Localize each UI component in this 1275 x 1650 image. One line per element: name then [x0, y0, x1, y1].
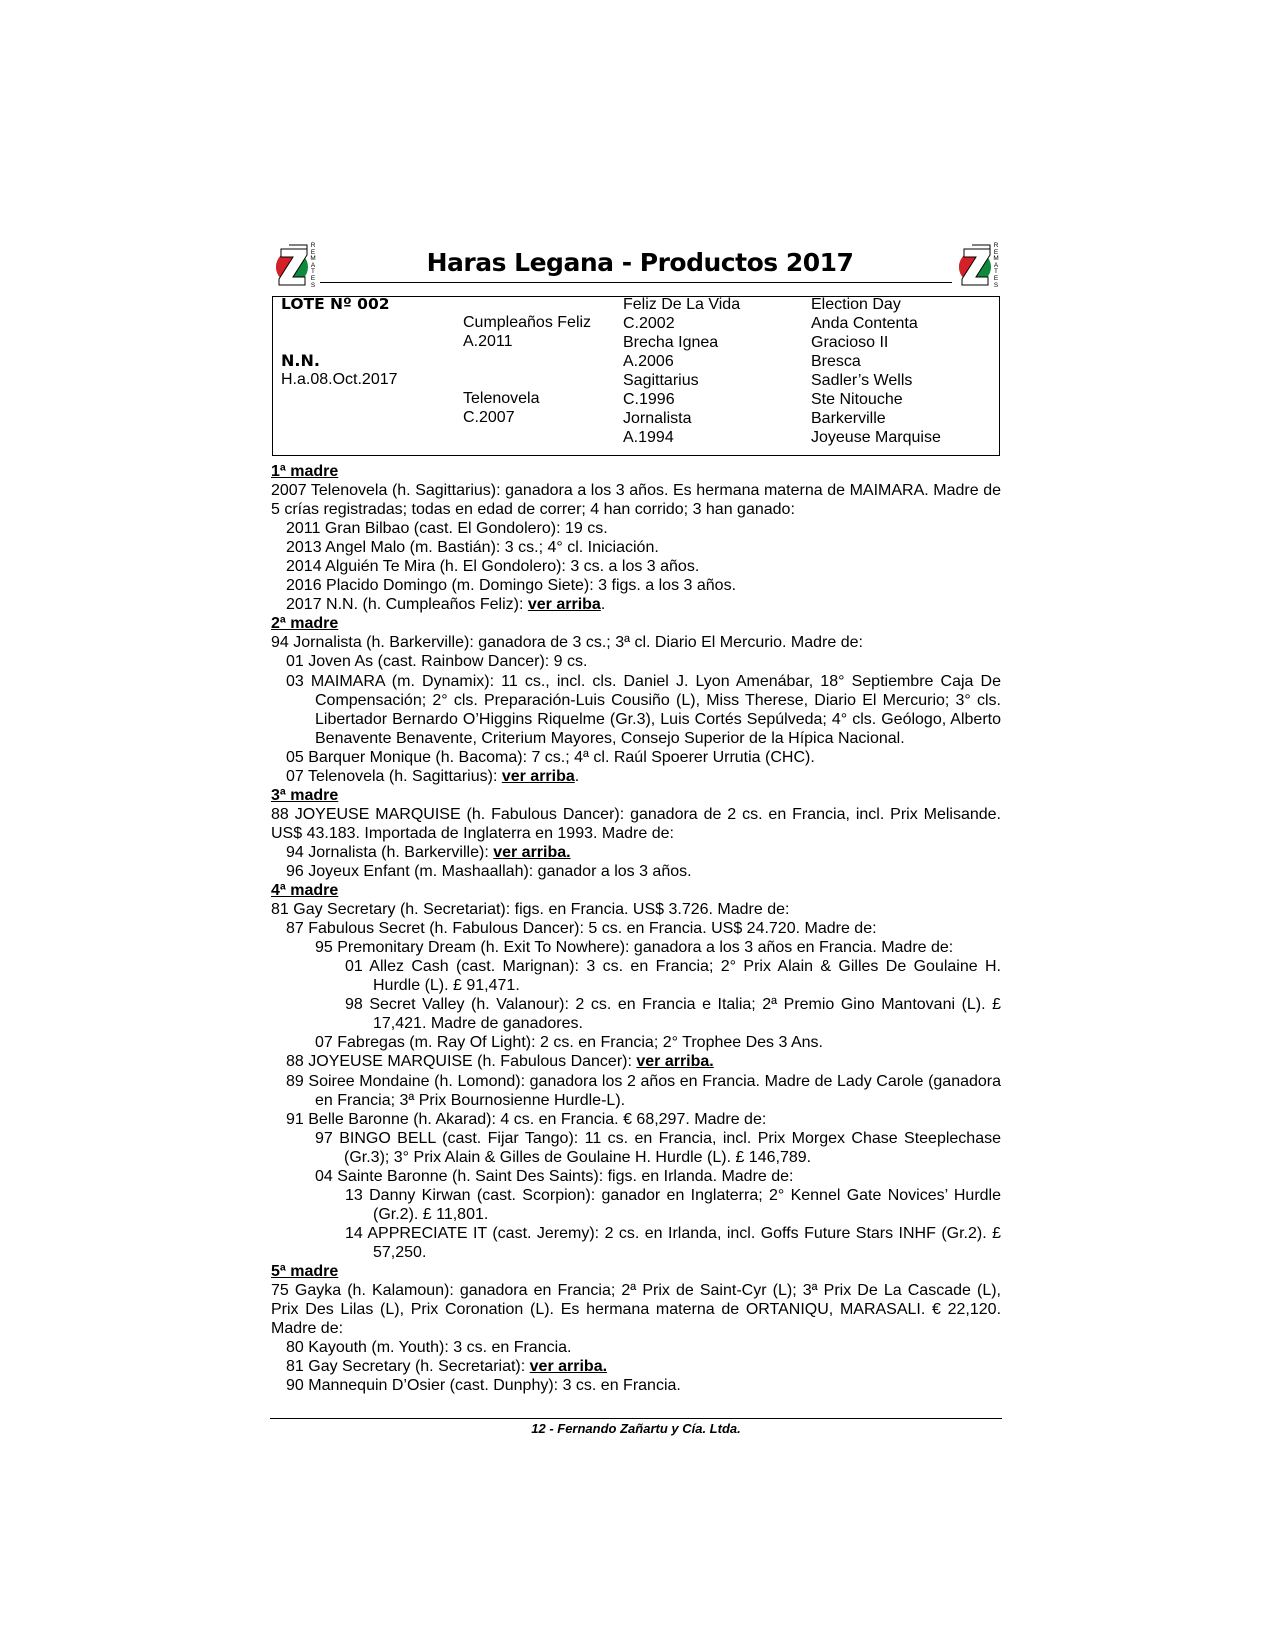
family-entry: 01 Joven As (cast. Rainbow Dancer): 9 cs.	[286, 653, 588, 671]
logo-left	[271, 243, 323, 287]
dam-year: C.2007	[463, 409, 515, 426]
grandparent-year: A.2006	[623, 353, 674, 370]
family-entry: 13 Danny Kirwan (cast. Scorpion): ganador en Inglaterra; 2° Kennel Gate Novices’ Hurdle (Gr.2). £ 11,801.	[345, 1186, 1001, 1223]
family-entry: 05 Barquer Monique (h. Bacoma): 7 cs.; 4ª cl. Raúl Spoerer Urrutia (CHC).	[286, 748, 815, 766]
horse-name: N.N.	[281, 351, 320, 370]
logo-vertical-text: R E M A T E S	[993, 242, 999, 289]
family-entry: 95 Premonitary Dream (h. Exit To Nowhere): ganadora a los 3 años en Francia. Madre de:	[315, 939, 954, 957]
family-entry: 07 Fabregas (m. Ray Of Light): 2 cs. en Francia; 2° Trophee Des 3 Ans.	[315, 1034, 823, 1052]
family-entry: 2014 Alguién Te Mira (h. El Gondolero): 3 cs. a los 3 años.	[286, 558, 700, 576]
family-entry: 07 Telenovela (h. Sagittarius): ver arriba.	[286, 767, 580, 785]
great-grandparent: Gracioso II	[811, 334, 889, 351]
family-entry: 14 APPRECIATE IT (cast. Jeremy): 2 cs. en Irlanda, incl. Goffs Future Stars INHF (Gr.2). £ 57,250.	[345, 1224, 1002, 1261]
family-entry: 2016 Placido Domingo (m. Domingo Siete): 3 figs. a los 3 años.	[286, 577, 737, 595]
page-title: Haras Legana - Productos 2017	[426, 248, 854, 277]
family-entry: 2013 Angel Malo (m. Bastián): 3 cs.; 4° cl. Iniciación.	[286, 539, 659, 557]
grandparent-name: Feliz De La Vida	[623, 296, 741, 313]
family-entry: 98 Secret Valley (h. Valanour): 2 cs. en Francia e Italia; 2ª Premio Gino Mantovani (L). £ 17,421. Madre de ganadores.	[345, 996, 1002, 1033]
family-entry: 01 Allez Cash (cast. Marignan): 3 cs. en Francia; 2° Prix Alain & Gilles De Goulaine H. Hurdle (L). £ 91,471.	[345, 958, 1002, 995]
family-entry: 96 Joyeux Enfant (m. Mashaallah): ganador a los 3 años.	[286, 862, 692, 880]
logo-vertical-text: R E M A T E S	[310, 242, 316, 289]
great-grandparent: Ste Nitouche	[811, 391, 903, 408]
family-entry: 97 BINGO BELL (cast. Fijar Tango): 11 cs. en Francia, incl. Prix Morgex Chase Steeplechase (Gr.3); 3° Prix Alain & Gilles de Goulaine H. Hurdle (L). £ 146,789.	[315, 1129, 1001, 1166]
sire-name: Cumpleaños Feliz	[463, 314, 592, 331]
pedigree-table	[272, 296, 1000, 456]
family-entry: 81 Gay Secretary (h. Secretariat): ver arriba.	[286, 1358, 608, 1376]
section-heading: 4ª madre	[271, 882, 339, 900]
great-grandparent: Bresca	[811, 353, 861, 370]
horse-birth: H.a.08.Oct.2017	[281, 371, 398, 388]
family-entry: 94 Jornalista (h. Barkerville): ganadora de 3 cs.; 3ª cl. Diario El Mercurio. Madre de:	[271, 634, 863, 652]
family-entry: 2011 Gran Bilbao (cast. El Gondolero): 19 cs.	[286, 520, 608, 538]
family-entry: 2007 Telenovela (h. Sagittarius): ganadora a los 3 años. Es hermana materna de MAIMARA. Madre de 5 crías registradas; todas en edad de correr; 4 han corrido; 3 han ganado:	[271, 482, 1002, 519]
grandparent-year: C.2002	[623, 315, 675, 332]
lot-number: LOTE Nº 002	[281, 295, 390, 313]
great-grandparent: Joyeuse Marquise	[811, 429, 941, 446]
family-entry: 88 JOYEUSE MARQUISE (h. Fabulous Dancer): ver arriba.	[286, 1053, 714, 1071]
sire-year: A.2011	[463, 333, 513, 350]
zz-logo-mark	[958, 243, 992, 287]
section-heading: 3ª madre	[271, 786, 339, 804]
great-grandparent: Anda Contenta	[811, 315, 918, 332]
grandparent-name: Sagittarius	[623, 372, 699, 389]
family-entry: 87 Fabulous Secret (h. Fabulous Dancer): 5 cs. en Francia. US$ 24.720. Madre de:	[286, 920, 877, 938]
zz-logo-mark	[275, 243, 309, 287]
great-grandparent: Election Day	[811, 296, 901, 313]
family-entry: 91 Belle Baronne (h. Akarad): 4 cs. en Francia. € 68,297. Madre de:	[286, 1110, 767, 1128]
family-entry: 04 Sainte Baronne (h. Saint Des Saints): figs. en Irlanda. Madre de:	[315, 1167, 794, 1185]
section-heading: 5ª madre	[271, 1262, 339, 1280]
family-entry: 2017 N.N. (h. Cumpleaños Feliz): ver arriba.	[286, 596, 606, 614]
family-entry: 75 Gayka (h. Kalamoun): ganadora en Francia; 2ª Prix de Saint-Cyr (L); 3ª Prix De La Cascade (L), Prix Des Lilas (L), Prix Coronation (L). Es hermana materna de ORTANIQU, MARASALI. € 22,120. Madre de:	[271, 1282, 1002, 1338]
title-divider	[320, 282, 952, 283]
logo-right	[954, 243, 1006, 287]
footer-divider	[270, 1418, 1002, 1419]
section-heading: 1ª madre	[271, 463, 339, 480]
grandparent-name: Jornalista	[623, 410, 692, 427]
section-heading: 2ª madre	[271, 615, 339, 633]
family-narrative	[271, 462, 1001, 1395]
family-entry: 80 Kayouth (m. Youth): 3 cs. en Francia.	[286, 1339, 572, 1357]
family-entry: 88 JOYEUSE MARQUISE (h. Fabulous Dancer): ganadora de 2 cs. en Francia, incl. Prix Melisande. US$ 43.183. Importada de Inglaterra en 1993. Madre de:	[271, 805, 1001, 842]
grandparent-year: C.1996	[623, 391, 675, 408]
family-entry: 89 Soiree Mondaine (h. Lomond): ganadora los 2 años en Francia. Madre de Lady Carole (ganadora en Francia; 3ª Prix Bournosienne Hurdle-L).	[286, 1072, 1002, 1109]
page-footer: 12 - Fernando Zañartu y Cía. Ltda.	[531, 1421, 741, 1436]
family-entry: 94 Jornalista (h. Barkerville): ver arriba.	[286, 843, 571, 861]
family-entry: 03 MAIMARA (m. Dynamix): 11 cs., incl. cls. Daniel J. Lyon Amenábar, 18° Septiembre Caja De Compensación; 2° cls. Preparación-Luis Cousiño (L), Miss Therese, Diario El Mercurio; 3° cls. Libertador Bernardo O’Higgins Riquelme (Gr.3), Luis Cortés Sepúlveda; 4° cls. Geólogo, Alberto Benavente Benavente, Criterium Mayores, Consejo Superior de la Hípica Nacional.	[286, 672, 1001, 747]
family-entry: 90 Mannequin D’Osier (cast. Dunphy): 3 cs. en Francia.	[286, 1377, 681, 1395]
great-grandparent: Barkerville	[811, 410, 886, 427]
great-grandparent: Sadler’s Wells	[811, 372, 913, 389]
grandparent-name: Brecha Ignea	[623, 334, 719, 351]
dam-name: Telenovela	[463, 390, 540, 407]
family-entry: 81 Gay Secretary (h. Secretariat): figs. en Francia. US$ 3.726. Madre de:	[271, 901, 790, 919]
grandparent-year: A.1994	[623, 429, 674, 446]
